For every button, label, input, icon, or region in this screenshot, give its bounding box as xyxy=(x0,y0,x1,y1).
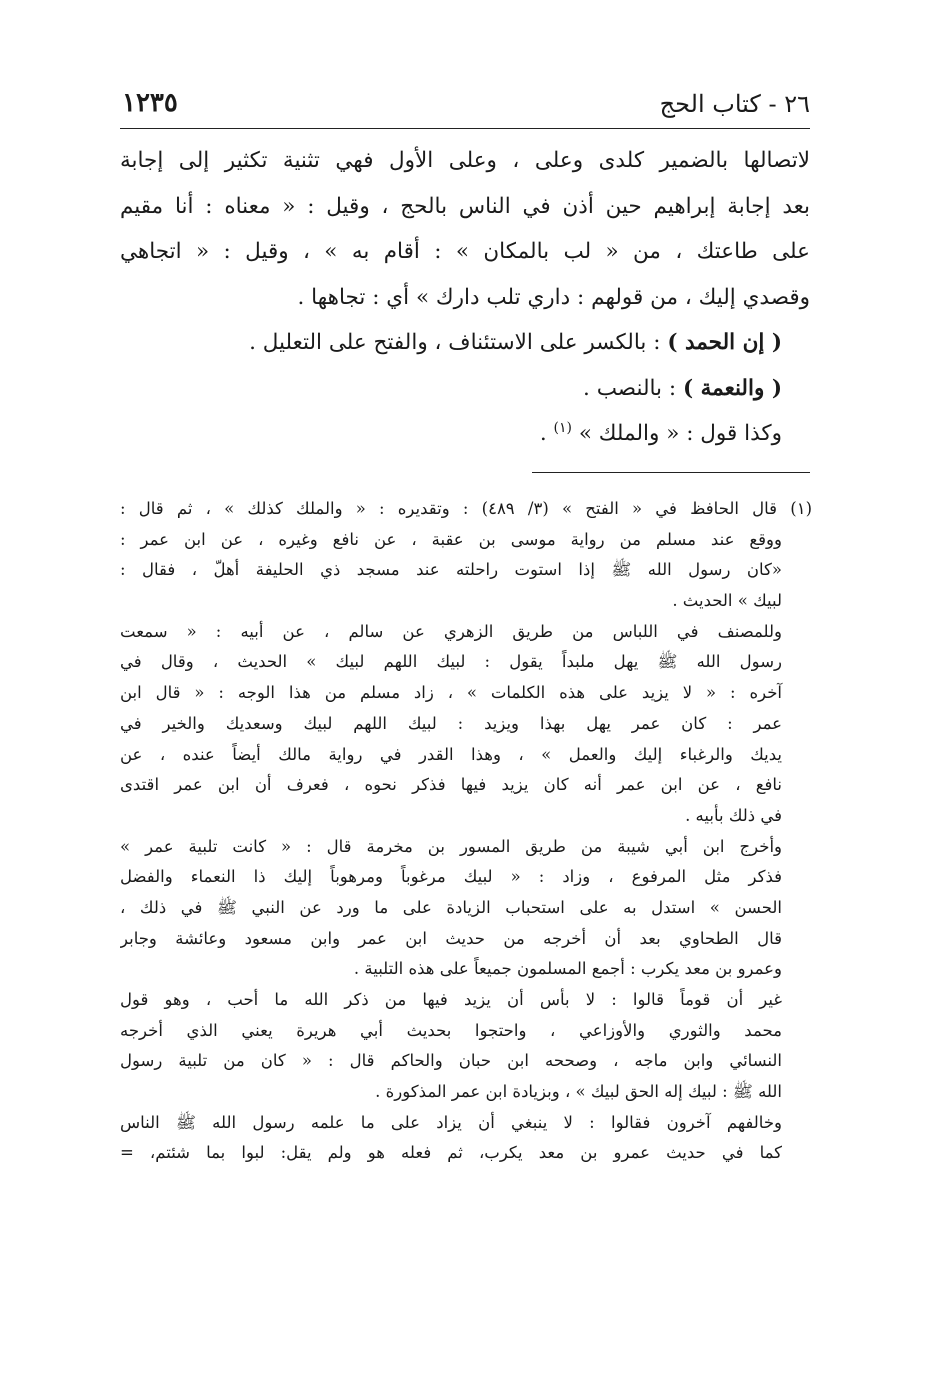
footnote-line: غير أن قوماً قالوا : لا بأس أن يزيد فيها من ذكر الله ما أحب ، وهو قول xyxy=(120,990,782,1009)
footnote-line: آخره : « لا يزيد على هذه الكلمات » ، زاد مسلم من هذا الوجه : « قال ابن xyxy=(120,683,782,703)
page-number: ١٢٣٥ xyxy=(122,88,178,118)
entry-text-end: . xyxy=(539,421,554,446)
footnote-line: نافع ، عن ابن عمر أنه كان يزيد فيها فذكر نحوه ، فعرف أن ابن عمر اقتدى xyxy=(120,775,782,795)
footnote-line: لبيك » الحديث . xyxy=(672,591,782,611)
footnotes xyxy=(120,494,812,1169)
footnote-line: فذكر مثل المرفوع ، وزاد : « لبيك مرغوباً ومرهوباً إليك ذا النعماء والفضل xyxy=(120,867,782,887)
main-text xyxy=(120,138,810,457)
footnote-line: وعمرو بن معد يكرب : أجمع المسلمون جميعاً على هذه التلبية . xyxy=(353,959,782,979)
footnote-line: وخالفهم آخرون فقالوا : لا ينبغي أن يزاد على ما علمه رسول الله ﷺ الناس xyxy=(120,1112,782,1132)
entry-label: ( إن الحمد ) xyxy=(667,330,782,355)
entry-inna-alhamd xyxy=(120,320,810,366)
entry-text: : بالكسر على الاستئناف ، والفتح على التعليل . xyxy=(249,330,668,355)
footnote-line: الحسن » استدل به على استحباب الزيادة على ما ورد عن النبي ﷺ في ذلك ، xyxy=(120,897,782,917)
footnote-line: كما في حديث عمرو بن معد يكرب، ثم فعله هو ولم يقل: لبوا بما شئتم، = xyxy=(120,1143,782,1163)
footnote-line: «كان رسول الله ﷺ إذا استوت راحلته عند مسجد ذي الحليفة أهلّ ، فقال : xyxy=(120,560,782,580)
footnote-line: قال الطحاوي بعد أن أخرجه من حديث ابن عمر وابن مسعود وعائشة وجابر xyxy=(120,928,782,948)
body-line: لاتصالها بالضمير كلدى وعلى ، وعلى الأول فهي تثنية تكثير إلى إجابة xyxy=(120,148,810,173)
entry-walmulk xyxy=(120,411,810,457)
footnote-line: النسائي وابن ماجه ، وصححه ابن حبان والحاكم قال : « كان من تلبية رسول xyxy=(120,1051,782,1071)
entry-wannimah xyxy=(120,366,810,412)
footnote-line: وللمصنف في اللباس من طريق الزهري عن سالم ، عن أبيه : « سمعت xyxy=(120,621,782,641)
footnote-line: ووقع عند مسلم من رواية موسى بن عقبة ، عن نافع وغيره ، عن ابن عمر : xyxy=(120,529,782,549)
footnote-line: عمر : كان عمر يهل بهذا ويزيد : لبيك اللهم لبيك وسعديك والخير في xyxy=(120,713,782,733)
running-header xyxy=(120,88,810,129)
footnote-line: في ذلك بأبيه . xyxy=(685,805,782,825)
chapter-title: ٢٦ - كتاب الحج xyxy=(659,90,810,118)
body-line: على طاعتك ، من « لب بالمكان » : أقام به » ، وقيل : « اتجاهي xyxy=(120,239,810,264)
entry-label: ( والنعمة ) xyxy=(682,375,782,401)
footnote-line: الله ﷺ : لبيك إله الحق لبيك » ، وبزيادة ابن عمر المذكورة . xyxy=(375,1082,782,1102)
footnote-line: وأخرج ابن أبي شيبة من طريق المسور بن مخرمة قال : « كانت تلبية عمر » xyxy=(120,836,782,856)
body-line: بعد إجابة إبراهيم حين أذن في الناس بالحج ، وقيل : « معناه : أنا مقيم xyxy=(120,193,810,219)
footnote-ref[interactable]: (١) xyxy=(553,419,572,436)
footnote-line: رسول الله ﷺ يهل ملبداً يقول : لبيك اللهم لبيك » الحديث ، وقال في xyxy=(120,652,782,672)
footnote-line: محمد والثوري والأوزاعي ، واحتجوا بحديث أبي هريرة يعني الذي أخرجه xyxy=(120,1020,782,1040)
entry-text: : بالنصب . xyxy=(583,375,683,401)
footnote-line: (١) قال الحافظ في « الفتح » (٣/ ٤٨٩) : وتقديره : « والملك كذلك » ، ثم قال : xyxy=(120,499,812,518)
body-line: وقصدي إليك ، من قولهم : داري تلب دارك » أي : تجاهها . xyxy=(297,284,810,310)
footnote-separator xyxy=(532,472,810,473)
entry-text: وكذا قول : « والملك » xyxy=(571,421,782,446)
footnote-line: يديك والرغباء إليك والعمل » ، وهذا القدر في رواية مالك أيضاً عنده ، عن xyxy=(120,744,782,764)
